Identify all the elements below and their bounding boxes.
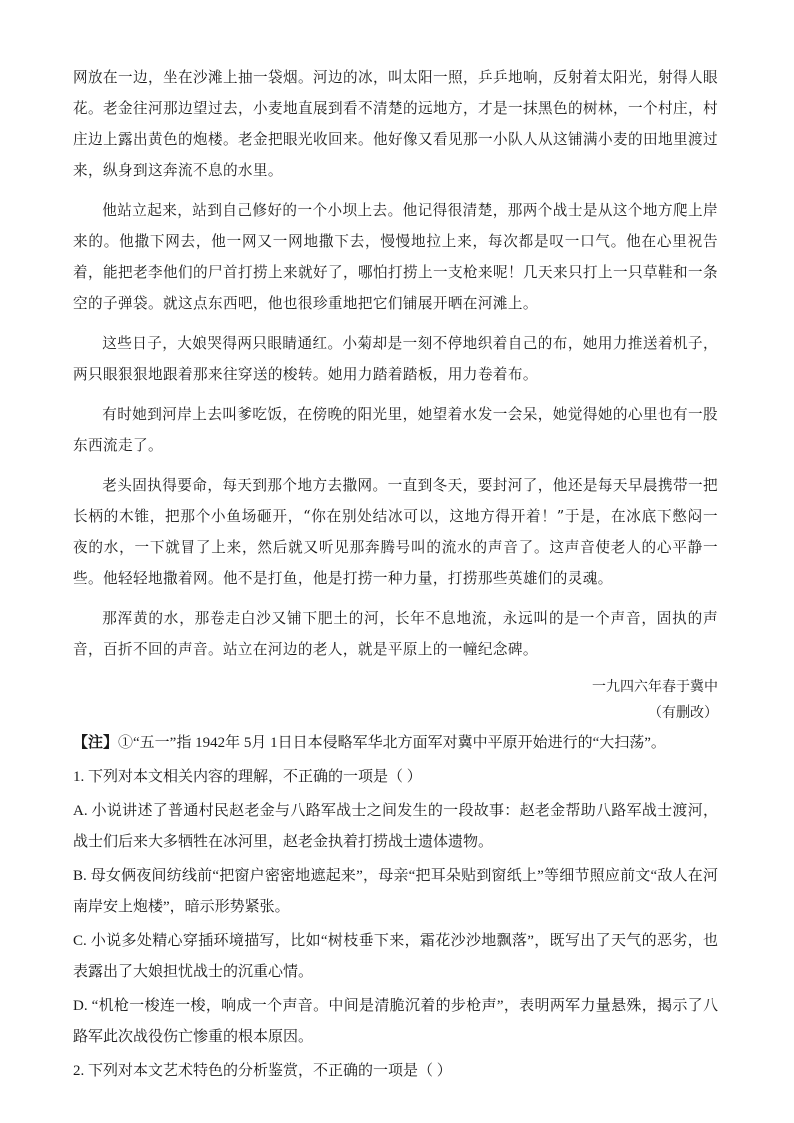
story-paragraph: 他站立起来，站到自己修好的一个小坝上去。他记得很清楚，那两个战士是从这个地方爬上岸来的。他撒下网去，他一网又一网地撒下去，慢慢地拉上来，每次都是叹一口气。他在心里祝告着，能把老李他们的尸首打捞上来就好了，哪怕打捞上一支枪来呢！几天来只打上一只草鞋和一条空的子弹袋。就这点东西吧，他也很珍重地把它们铺展开晒在河滩上。 — [73, 202, 718, 312]
story-paragraph: 老头固执得要命，每天到那个地方去撒网。一直到冬天，要封河了，他还是每天早晨携带一把长柄的木锥，把那个小鱼场砸开，“你在别处结冰可以，这地方得开着！”于是，在冰底下憋闷一夜的水，一下就冒了上来，然后就又听见那奔腾号叫的流水的声音了。这声音使老人的心平静一些。他轻轻地撒着网。他不是打鱼，他是打捞一种力量，打捞那些英雄们的灵魂。 — [73, 477, 718, 587]
question-1-stem: 1. 下列对本文相关内容的理解，不正确的一项是（ ） — [73, 769, 422, 785]
story-text — [73, 62, 718, 665]
question-2-stem: 2. 下列对本文艺术特色的分析鉴赏，不正确的一项是（ ） — [73, 1063, 452, 1079]
story-paragraph: 有时她到河岸上去叫爹吃饭，在傍晚的阳光里，她望着水发一会呆，她觉得她的心里也有一股东西流走了。 — [73, 406, 718, 454]
question-1-option-d: D. “机枪一梭连一梭，响成一个声音。中间是清脆沉着的步枪声”，表明两军力量悬殊，揭示了八路军此次战役伤亡惨重的根本原因。 — [73, 998, 718, 1045]
annotation-note — [73, 728, 718, 759]
edit-note: （有删改） — [648, 705, 718, 721]
date-line: 一九四六年春于冀中 — [592, 679, 718, 695]
question-1-option-b: B. 母女俩夜间纺线前“把窗户密密地遮起来”，母亲“把耳朵贴到窗纸上”等细节照应前文“敌人在河南岸安上炮楼”，暗示形势紧张。 — [73, 868, 718, 915]
question-1-option-c: C. 小说多处精心穿插环境描写，比如“树枝垂下来，霜花沙沙地飘落”，既写出了天气的恶劣，也表露出了大娘担忧战士的沉重心情。 — [73, 933, 718, 980]
story-paragraph: 网放在一边，坐在沙滩上抽一袋烟。河边的冰，叫太阳一照，乒乒地响，反射着太阳光，射得人眼花。老金往河那边望过去，小麦地直展到看不清楚的远地方，才是一抹黑色的树林，一个村庄，村庄边上露出黄色的炮楼。老金把眼光收回来。他好像又看见那一小队人从这铺满小麦的田地里渡过来，纵身到这奔流不息的水里。 — [73, 69, 718, 179]
story-paragraph: 这些日子，大娘哭得两只眼睛通红。小菊却是一刻不停地织着自己的布，她用力推送着机子，两只眼狠狠地跟着那来往穿送的梭转。她用力踏着踏板，用力卷着布。 — [73, 335, 718, 383]
question-1-option-a: A. 小说讲述了普通村民赵老金与八路军战士之间发生的一段故事：赵老金帮助八路军战士渡河，战士们后来大多牺牲在冰河里，赵老金执着打捞战士遗体遗物。 — [73, 803, 718, 850]
questions-section — [73, 728, 718, 1087]
note-text: ①“五一”指 1942年 5月 1日日本侵略军华北方面军对冀中平原开始进行的“大扫荡”。 — [118, 735, 666, 751]
note-label: 【注】 — [73, 735, 119, 751]
story-paragraph: 那浑黄的水，那卷走白沙又铺下肥土的河，长年不息地流，永远叫的是一个声音，固执的声音，百折不回的声音。站立在河边的老人，就是平原上的一幢纪念碑。 — [73, 610, 718, 658]
